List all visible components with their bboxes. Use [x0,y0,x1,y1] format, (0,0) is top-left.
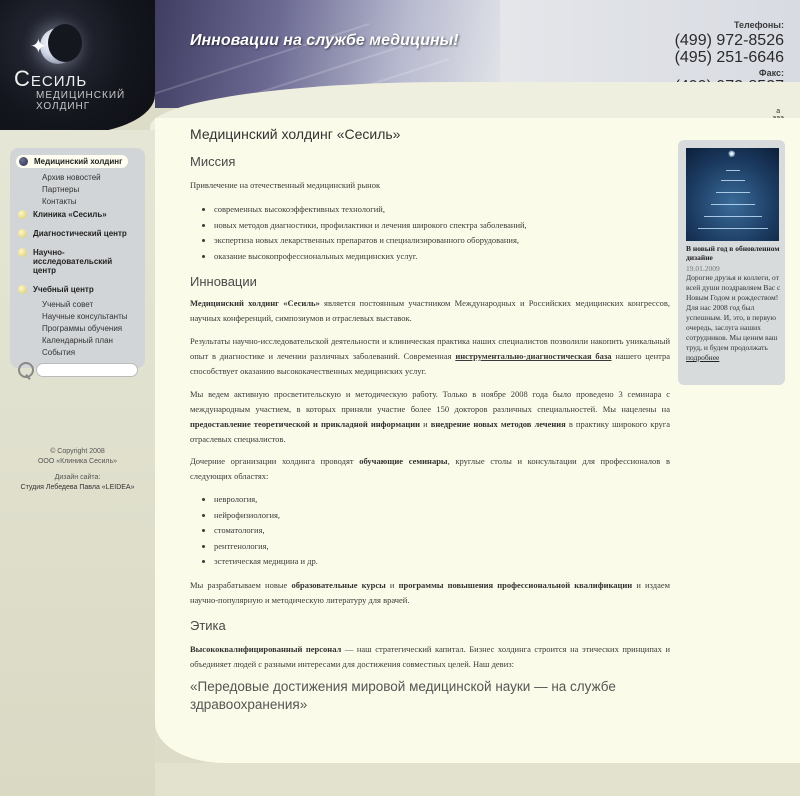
bullet-icon [19,157,28,166]
tree-decoration [716,192,750,193]
nav-item-calendar[interactable]: Календарный план [42,336,113,345]
tree-decoration [711,204,755,205]
list-item: • современных высокоэффективных технологий, [214,202,527,218]
paragraph [190,578,670,608]
tree-decoration [698,228,768,229]
nav-item-clinic[interactable] [18,210,107,219]
font-size-small[interactable]: a [776,108,781,115]
tree-decoration [726,170,740,171]
banner-title: Инновации на службе медицины! [190,32,459,49]
bullet-icon [18,248,27,257]
bullet-icon [18,285,27,294]
text: Мы разрабатываем новые [190,580,292,590]
nav-label: Учебный центр [33,285,94,294]
text: Мы ведем активную просветительскую и методическую работу. Только в ноябре 2008 года было проведено 3 семинара с международным участием, в которых приняли участие более 150 докторов различных специальностей. Мы нацелены на [190,389,670,414]
text: , круглые столы и консультации для профессионалов в следующих областях: [190,456,670,481]
bottom-strip [155,763,800,796]
phones-label: Телефоны: [733,20,784,30]
nav-item-partners[interactable]: Партнеры [42,185,80,194]
nav-item-programs[interactable]: Программы обучения [42,324,123,333]
text-bold: Высококвалифицированный персонал [190,644,342,654]
innovations-heading: Инновации [190,274,257,289]
logo-subtitle: МЕДИЦИНСКИЙ ХОЛДИНГ [36,90,126,112]
list-item: • эстетическая медицина и др. [214,554,318,570]
text: Дочерние организации холдинга проводят [190,456,360,466]
moon-shadow [48,24,82,62]
nav-label: Диагностический центр [33,229,127,238]
list-item: • нейрофизиология, [214,508,318,524]
nav-item-research[interactable] [18,248,128,275]
news-box [678,140,785,385]
news-date: 19.01.2009 [686,264,720,273]
organization: ООО «Клиника Сесиль» [37,458,118,465]
tree-decoration [704,216,762,217]
nav-item-diagnostic[interactable] [18,229,127,238]
paragraph [190,642,670,672]
text: и издаем научно-популярную и методическую литературу для врачей. [190,580,670,605]
studio-link[interactable]: Студия Лебедева Павла «LEIDEA» [20,484,135,491]
text: в практику широкого круга отраслевых специалистов. [190,419,671,444]
text-bold: предоставление теоретической и прикладной информации [190,419,421,429]
list-item: • рентгенология, [214,539,318,555]
nav-item-contacts[interactable]: Контакты [42,197,77,206]
mission-heading: Миссия [190,154,236,169]
text: и [420,419,431,429]
text: Результаты научно-исследовательской деятельности и клиническая практика наших специалистов позволили накопить уникальный опыт в диагностике и лечении различных заболеваний. Современная [190,336,670,361]
list-item: • неврология, [214,492,318,508]
nav-label: Научно-исследовательский центр [33,248,113,275]
list-item: • оказание высокопрофессиональных медицинских услуг. [214,249,527,265]
logo[interactable] [0,0,155,135]
nav-item-events[interactable]: События [42,348,76,357]
text: — наш стратегический капитал. Бизнес холдинга строится на этических принципах и объединяет людей с разными интересами для достижения совместных целей. Наш девиз: [190,644,670,669]
fax-label: Факс: [758,68,784,78]
phone-2: (495) 251-6646 [674,49,784,66]
text: нашего центра способствует оказанию высококачественных медицинских услуг. [190,351,670,376]
text: и [385,580,399,590]
diagnostic-base-link[interactable]: инструментально-диагностическая база [455,351,612,361]
paragraph [190,454,670,484]
mission-list [190,202,527,264]
text-bold: Медицинский холдинг «Сесиль» [190,298,320,308]
copyright: © Copyright 2008 [50,448,105,455]
read-more-link[interactable]: подробнее [686,353,720,362]
paragraph [190,334,670,379]
bullet-icon [18,210,27,219]
list-item: • экспертиза новых лекарственных препаратов и специализированного оборудования, [214,233,527,249]
design-label: Дизайн сайта: [54,474,101,481]
tree-decoration [721,180,745,181]
nav-item-holding[interactable] [16,155,128,168]
star-icon: ✺ [728,150,736,160]
text: Дорогие друзья и коллеги, от всей души поздравляем Вас с Новым Годом и рождеством! Для нас 2008 год был успешным. И, это, в первую очередь, заслуга наших сотрудников. Мы ценим ваш труд, и будем продолжать [686,273,781,352]
motto: «Передовые достижения мировой медицинской науки — на службе здравоохранения» [190,679,616,712]
nav-item-news-archive[interactable]: Архив новостей [42,173,101,182]
paragraph [190,387,670,447]
bullet-icon [18,229,27,238]
nav-item-consultants[interactable]: Научные консультанты [42,312,128,321]
footer-left [0,447,155,493]
text: является постоянным участником Международных и Российских медицинских конгрессов, научных конференций, симпозиумов и отраслевых выставок. [190,298,670,323]
text-bold: обучающие семинары [359,456,448,466]
list-item: • новых методов диагностики, профилактики и лечения широкого спектра заболеваний, [214,218,527,234]
news-text [686,273,781,363]
nav-label: Медицинский холдинг [34,157,123,166]
nav-item-council[interactable]: Ученый совет [42,300,94,309]
search-input[interactable] [36,363,138,377]
logo-name: Сесиль [14,66,88,91]
text-bold: образовательные курсы [291,580,386,590]
news-title[interactable]: В новый год в обновленном дизайне [686,244,780,262]
text-bold: внедрение новых методов лечения [430,419,566,429]
page-title: Медицинский холдинг «Сесиль» [190,126,401,142]
paragraph [190,296,670,326]
ethics-heading: Этика [190,618,226,633]
nav-label: Клиника «Сесиль» [33,210,107,219]
list-item: • стоматология, [214,523,318,539]
areas-list [190,492,318,570]
mission-intro: Привлечение на отечественный медицинский рынок [190,180,381,190]
star-icon: ✦ [30,34,47,58]
christmas-tree-image[interactable] [686,148,779,241]
phone-1: (499) 972-8526 [674,32,784,49]
nav-item-education[interactable] [18,285,94,294]
text-bold: программы повышения профессиональной квалификации [398,580,633,590]
